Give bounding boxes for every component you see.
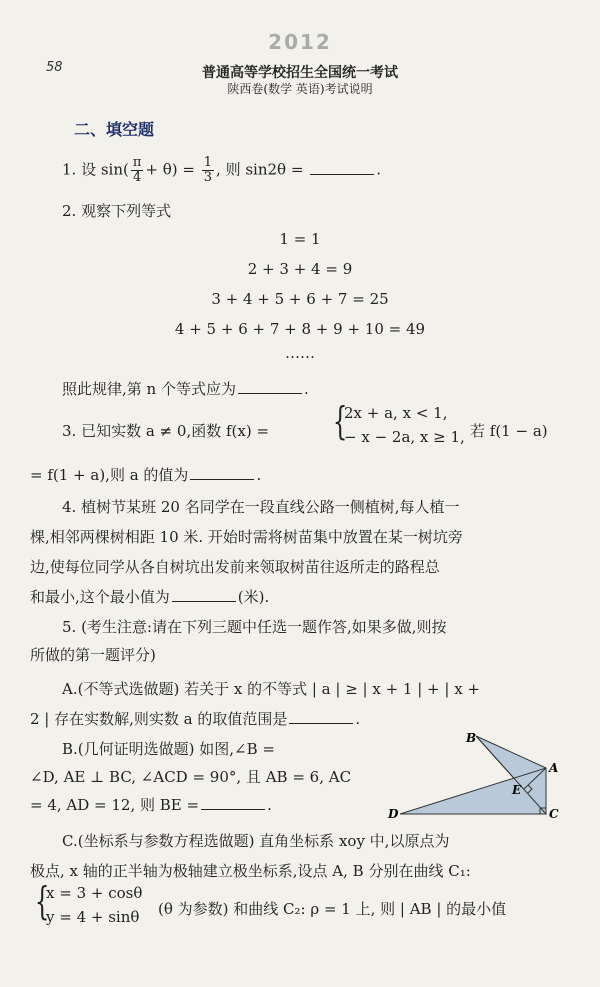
parametric-y: y = 4 + sinθ — [46, 908, 140, 926]
section-title: 二、填空题 — [74, 120, 155, 139]
triangle-diagram — [384, 728, 564, 820]
p1-text-d: . — [376, 160, 381, 179]
problem-2-intro: 2. 观察下列等式 — [62, 202, 172, 220]
problem-5a-line-2 — [30, 708, 360, 729]
answer-blank — [310, 162, 374, 175]
problem-4-line-2: 棵,相邻两棵树相距 10 米. 开始时需将树苗集中放置在某一树坑旁 — [30, 528, 463, 546]
problem-5c-line-1: C.(坐标系与参数方程选做题) 直角坐标系 xoy 中,以原点为 — [62, 832, 450, 850]
label-b: B — [466, 731, 477, 745]
label-e: E — [512, 783, 522, 797]
left-brace: { — [34, 879, 50, 923]
label-c: C — [549, 807, 559, 820]
problem-3-question — [30, 464, 261, 485]
p1-text-a: 1. 设 sin( — [62, 160, 129, 179]
answer-blank — [201, 797, 265, 810]
fraction-one-third — [202, 156, 214, 185]
fraction-denominator: 4 — [132, 170, 142, 185]
fraction-pi-over-4 — [131, 156, 144, 185]
equation-2: 2 + 3 + 4 = 9 — [247, 260, 353, 278]
problem-2-rule — [62, 378, 309, 399]
problem-4-line-3: 边,使每位同学从各自树坑出发前来领取树苗往返所走的路程总 — [30, 558, 440, 576]
parametric-x: x = 3 + cosθ — [46, 884, 143, 902]
p5b-end: . — [267, 796, 272, 814]
p5b-text: = 4, AD = 12, 则 BE = — [30, 796, 200, 814]
answer-blank — [172, 589, 236, 602]
problem-5-line-2: 所做的第一题评分) — [30, 646, 156, 664]
piecewise-case-2: − x − 2a, x ≥ 1, — [344, 428, 465, 446]
label-d: D — [388, 807, 399, 820]
equation-4: 4 + 5 + 6 + 7 + 8 + 9 + 10 = 49 — [174, 320, 426, 338]
problem-3-text: 3. 已知实数 a ≠ 0,函数 f(x) = — [62, 422, 270, 440]
answer-blank — [190, 467, 254, 480]
p5a-text: 2 | 存在实数解,则实数 a 的取值范围是 — [30, 710, 288, 728]
p4-line4-text: 和最小,这个最小值为 — [30, 588, 170, 606]
geometry-figure — [384, 728, 564, 824]
equation-1: 1 = 1 — [279, 230, 321, 248]
header-year: 2012 — [268, 30, 332, 54]
fraction-numerator: π — [132, 155, 142, 170]
triangle-adc — [400, 768, 546, 814]
piecewise-case-1: 2x + a, x < 1, — [344, 404, 448, 422]
problem-5c-line-2: 极点, x 轴的正半轴为极轴建立极坐标系,设点 A, B 分别在曲线 C₁: — [30, 862, 471, 880]
p2-rule-text: 照此规律,第 n 个等式应为 — [62, 380, 236, 398]
problem-1 — [62, 156, 381, 185]
fraction-numerator: 1 — [203, 155, 213, 170]
problem-5b-line-1: B.(几何证明选做题) 如图,∠B = — [62, 740, 275, 758]
problem-5a-line-1: A.(不等式选做题) 若关于 x 的不等式 | a | ≥ | x + 1 | + | x + — [62, 680, 481, 698]
problem-5b-line-2: ∠D, AE ⊥ BC, ∠ACD = 90°, 且 AB = 6, AC — [30, 768, 352, 786]
problem-5-line-1: 5. (考生注意:请在下列三题中任选一题作答,如果多做,则按 — [62, 618, 447, 636]
p5a-end: . — [355, 710, 361, 728]
p2-rule-end: . — [303, 380, 309, 398]
fraction-denominator: 3 — [203, 170, 213, 185]
p3-question-text: = f(1 + a),则 a 的值为 — [30, 466, 189, 484]
header-title: 普通高等学校招生全国统一考试 — [202, 65, 398, 81]
problem-4-line-4 — [30, 586, 269, 607]
p3-question-end: . — [256, 466, 262, 484]
header-subtitle: 陕西卷(数学 英语)考试说明 — [227, 82, 373, 96]
p1-text-c: , 则 sin2θ = — [216, 160, 304, 179]
page-number: 58 — [46, 60, 63, 75]
answer-blank — [238, 381, 302, 394]
answer-blank — [289, 711, 353, 724]
problem-5c-line-3: (θ 为参数) 和曲线 C₂: ρ = 1 上, 则 | AB | 的最小值 — [158, 900, 507, 918]
problem-3-condition: 若 f(1 − a) — [470, 422, 548, 440]
problem-4-line-1: 4. 植树节某班 20 名同学在一段直线公路一侧植树,每人植一 — [62, 498, 460, 516]
left-brace: { — [332, 399, 348, 443]
problem-5b-line-3 — [30, 794, 272, 815]
ellipsis: …… — [285, 344, 315, 362]
label-a: A — [549, 761, 559, 775]
p1-text-b: + θ) = — [145, 160, 195, 179]
equation-3: 3 + 4 + 5 + 6 + 7 = 25 — [211, 290, 389, 308]
p4-line4-end: (米). — [237, 588, 270, 606]
